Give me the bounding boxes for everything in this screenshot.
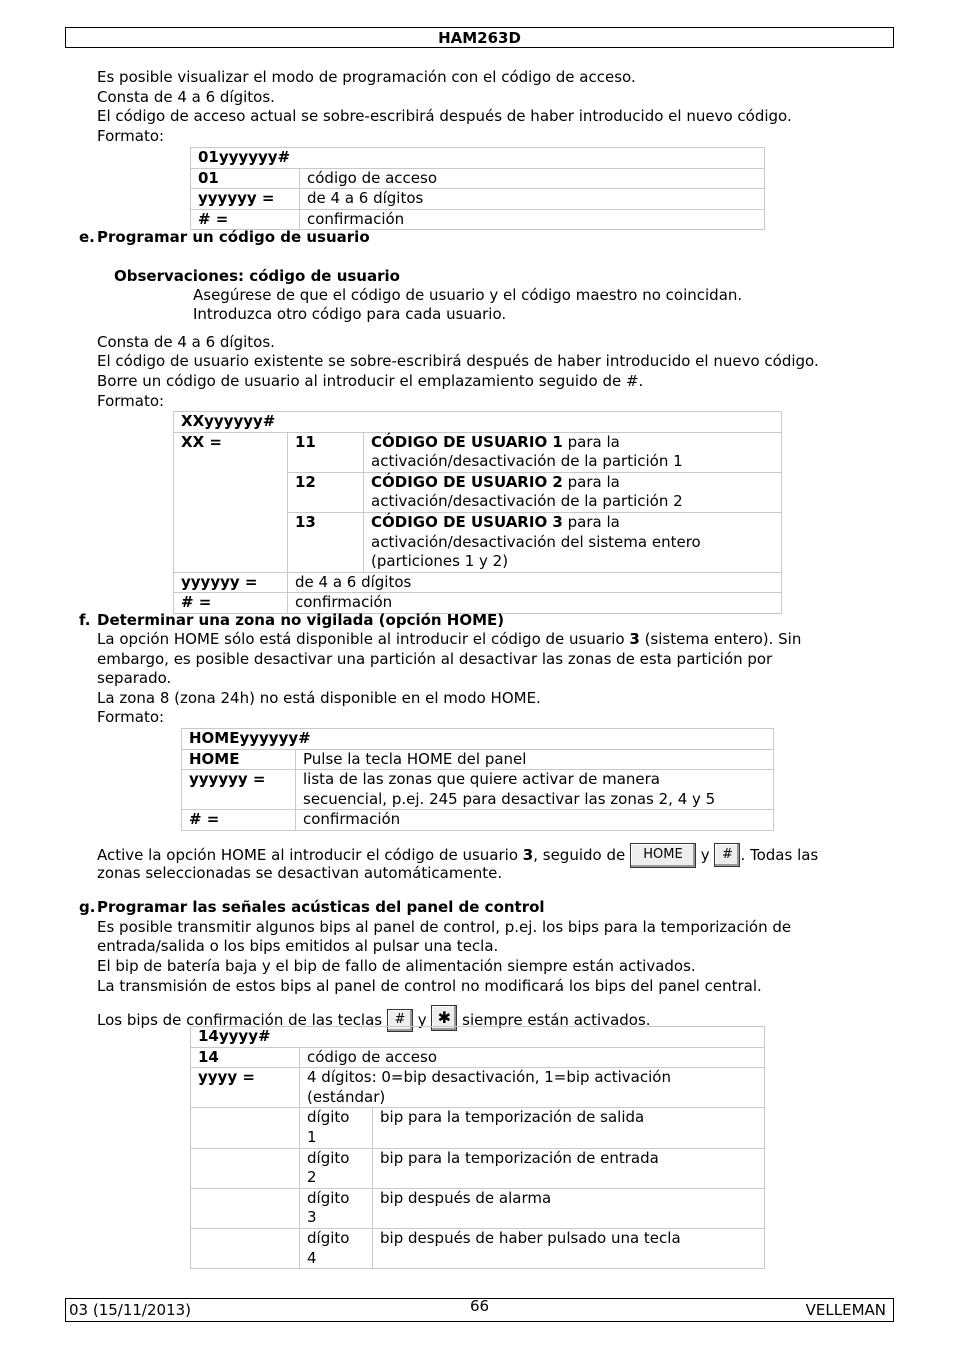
cell-digit: dígito 1 <box>300 1108 373 1148</box>
text-line: Es posible transmitir algunos bips al panel de control, p.ej. los bips para la temporización de <box>97 918 792 936</box>
cell-key: HOME <box>182 749 296 770</box>
cell-num: 11 <box>288 432 364 472</box>
cell-value: confirmación <box>296 810 774 831</box>
cell-key: # = <box>182 810 296 831</box>
cell-value: de 4 a 6 dígitos <box>300 189 765 210</box>
cell-value: código de acceso <box>300 168 765 189</box>
master-code-format-table <box>190 147 765 230</box>
table-row <box>191 1108 765 1148</box>
text-line: Formato: <box>97 708 165 726</box>
cell-key: # = <box>191 209 300 230</box>
hash-key-icon: # <box>714 843 740 867</box>
cell-key: # = <box>174 593 288 614</box>
text-line: Formato: <box>97 127 165 145</box>
cell-key: yyyy = <box>191 1068 300 1108</box>
table-head: HOMEyyyyyy# <box>182 729 774 750</box>
text-line: Borre un código de usuario al introducir el emplazamiento seguido de #. <box>97 372 644 390</box>
cell-value: bip para la temporización de salida <box>373 1108 765 1148</box>
cell-value: bip después de alarma <box>373 1188 765 1228</box>
text-line: zonas seleccionadas se desactivan automáticamente. <box>97 864 503 882</box>
cell-key: yyyyyy = <box>191 189 300 210</box>
cell-digit: dígito 3 <box>300 1188 373 1228</box>
cell-value: 4 dígitos: 0=bip desactivación, 1=bip activación (estándar) <box>300 1068 765 1108</box>
text-line: La zona 8 (zona 24h) no está disponible en el modo HOME. <box>97 689 541 707</box>
table-row <box>191 1148 765 1188</box>
text-line: La transmisión de estos bips al panel de control no modificará los bips del panel central. <box>97 977 762 995</box>
text-line: Formato: <box>97 392 165 410</box>
footer-brand: VELLEMAN <box>805 1301 886 1319</box>
cell-key: 14 <box>191 1047 300 1068</box>
text-line: Es posible visualizar el modo de programación con el código de acceso. <box>97 68 636 86</box>
page-footer <box>65 1298 894 1322</box>
cell-value: Pulse la tecla HOME del panel <box>296 749 774 770</box>
cell-value: CÓDIGO DE USUARIO 2 para la activación/desactivación de la partición 2 <box>364 472 782 512</box>
cell-key: yyyyyy = <box>182 770 296 810</box>
table-row <box>191 1188 765 1228</box>
cell-value: CÓDIGO DE USUARIO 3 para la activación/desactivación del sistema entero (particiones 1 y 2) <box>364 512 782 572</box>
hash-key-icon: # <box>387 1009 413 1032</box>
cell-value: bip después de haber pulsado una tecla <box>373 1228 765 1268</box>
home-format-table <box>181 728 774 831</box>
cell-num: 13 <box>288 512 364 572</box>
table-row <box>182 749 774 770</box>
section-title: Determinar una zona no vigilada (opción HOME) <box>97 611 505 629</box>
section-marker: e. <box>79 228 95 246</box>
section-title: Programar las señales acústicas del panel de control <box>97 898 545 916</box>
cell-key: yyyyyy = <box>174 572 288 593</box>
notes-title: Observaciones: código de usuario <box>114 267 400 285</box>
text-line: El código de acceso actual se sobre-escribirá después de haber introducido el nuevo código. <box>97 107 792 125</box>
text-line: El código de usuario existente se sobre-escribirá después de haber introducido el nuevo código. <box>97 352 819 370</box>
table-row <box>191 189 765 210</box>
table-row <box>191 1047 765 1068</box>
section-marker: f. <box>79 611 91 629</box>
star-key-icon: ✱ <box>431 1005 457 1031</box>
table-head: 01yyyyyy# <box>191 148 765 169</box>
table-row <box>182 810 774 831</box>
cell-key: XX = <box>174 432 288 572</box>
table-row <box>191 1068 765 1108</box>
table-head: 14yyyy# <box>191 1027 765 1048</box>
cell-digit: dígito 2 <box>300 1148 373 1188</box>
user-code-format-table <box>173 411 782 614</box>
page-header: HAM263D <box>65 27 894 48</box>
text-line: entrada/salida o los bips emitidos al pulsar una tecla. <box>97 937 499 955</box>
text-line: El bip de batería baja y el bip de fallo de alimentación siempre están activados. <box>97 957 696 975</box>
cell-value: bip para la temporización de entrada <box>373 1148 765 1188</box>
text-line: embargo, es posible desactivar una partición al desactivar las zonas de esta partición por <box>97 650 773 668</box>
text-line: La opción HOME sólo está disponible al introducir el código de usuario 3 (sistema entero). Sin <box>97 630 802 648</box>
note-line: Asegúrese de que el código de usuario y el código maestro no coincidan. <box>193 286 743 304</box>
text-line: Los bips de confirmación de las teclas # y ✱ siempre están activados. <box>97 1005 651 1032</box>
cell-value: de 4 a 6 dígitos <box>288 572 782 593</box>
table-row <box>191 1228 765 1268</box>
cell-value: lista de las zonas que quiere activar de manera secuencial, p.ej. 245 para desactivar las zonas 2, 4 y 5 <box>296 770 774 810</box>
page-number: 66 <box>469 1297 490 1315</box>
cell-value: confirmación <box>300 209 765 230</box>
cell-num: 12 <box>288 472 364 512</box>
home-key-icon: HOME <box>630 843 696 868</box>
text-line: Consta de 4 a 6 dígitos. <box>97 88 275 106</box>
table-row <box>191 209 765 230</box>
text-line: Consta de 4 a 6 dígitos. <box>97 333 275 351</box>
cell-value: confirmación <box>288 593 782 614</box>
beep-format-table <box>190 1026 765 1269</box>
text-line: Active la opción HOME al introducir el código de usuario 3, seguido de HOME y # . Todas las <box>97 843 818 868</box>
section-title: Programar un código de usuario <box>97 228 370 246</box>
text-line: separado. <box>97 669 172 687</box>
cell-key: 01 <box>191 168 300 189</box>
table-row <box>191 168 765 189</box>
footer-version: 03 (15/11/2013) <box>69 1301 192 1319</box>
cell-value: CÓDIGO DE USUARIO 1 para la activación/desactivación de la partición 1 <box>364 432 782 472</box>
table-row <box>174 432 782 472</box>
cell-digit: dígito 4 <box>300 1228 373 1268</box>
cell-value: código de acceso <box>300 1047 765 1068</box>
section-marker: g. <box>79 898 96 916</box>
table-row <box>182 770 774 810</box>
table-row <box>174 572 782 593</box>
note-line: Introduzca otro código para cada usuario. <box>193 305 507 323</box>
table-head: XXyyyyyy# <box>174 412 782 433</box>
